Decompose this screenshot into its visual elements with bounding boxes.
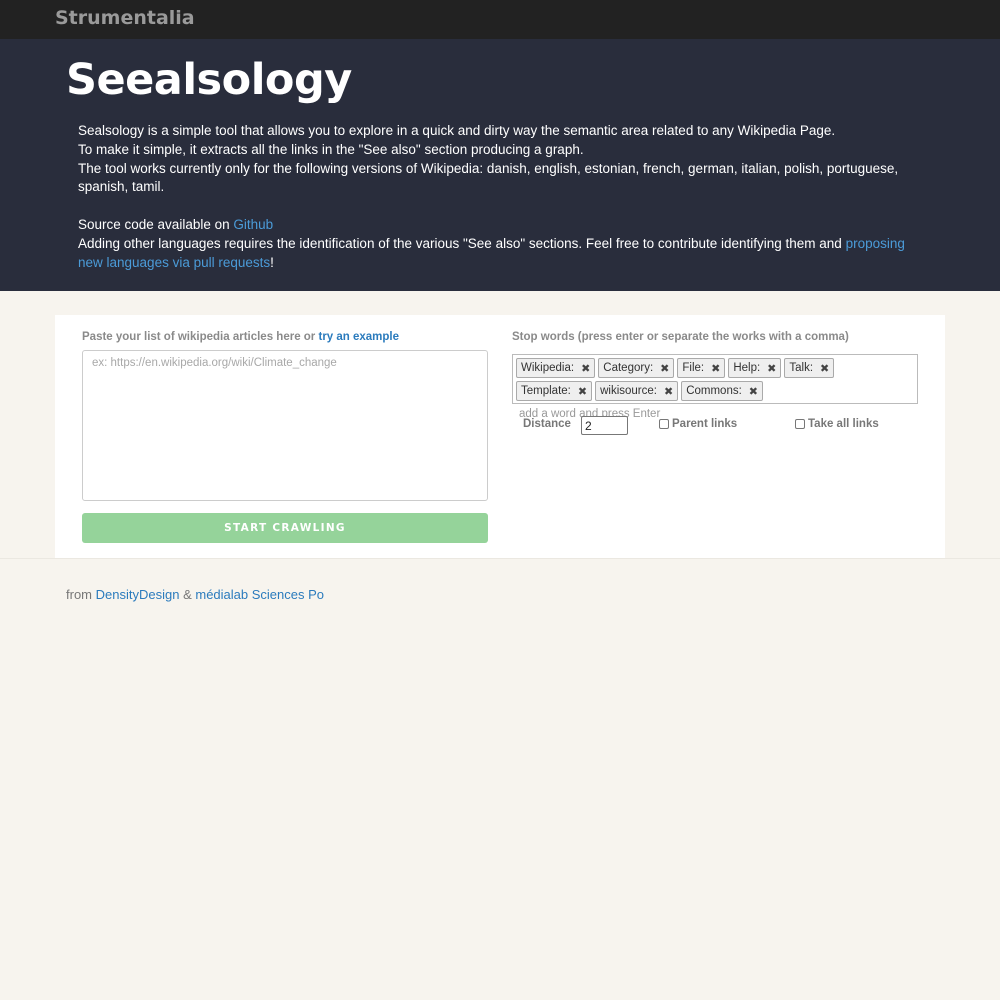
- github-link[interactable]: Github: [233, 216, 274, 232]
- parent-links-label[interactable]: Parent links: [672, 418, 738, 430]
- pull-requests-link[interactable]: proposing new languages via pull requests: [78, 235, 905, 270]
- stopword-tag: [784, 358, 834, 378]
- stopword-tag-label: Commons:: [686, 385, 742, 397]
- remove-tag-icon[interactable]: ✖: [577, 384, 588, 398]
- stopword-tag-label: Template:: [521, 385, 571, 397]
- footer: [66, 587, 324, 602]
- stopword-tag: [516, 358, 595, 378]
- take-all-links-label[interactable]: Take all links: [808, 418, 879, 430]
- adding-languages-text: Adding other languages requires the identification of the various "See also" sections. Feel free to contribute identifying them and: [78, 235, 846, 251]
- remove-tag-icon[interactable]: ✖: [663, 384, 674, 398]
- adding-languages-suffix: !: [270, 254, 274, 270]
- description-line-2: To make it simple, it extracts all the links in the "See also" section producing a graph.: [78, 141, 584, 157]
- remove-tag-icon[interactable]: ✖: [748, 384, 759, 398]
- footer-divider: [0, 558, 1000, 559]
- source-code-text: Source code available on: [78, 216, 234, 232]
- footer-ampersand: &: [179, 587, 196, 602]
- take-all-links-checkbox[interactable]: [795, 419, 805, 429]
- stopword-tag: [677, 358, 725, 378]
- stopword-tag: [516, 381, 592, 401]
- description-line-3: The tool works currently only for the following versions of Wikipedia: danish, english, estonian, french, german, italian, polish, portuguese, spanish, tamil.: [78, 160, 899, 195]
- remove-tag-icon[interactable]: ✖: [711, 361, 721, 375]
- hero-section: [0, 39, 1000, 291]
- parent-links-checkbox[interactable]: [659, 419, 669, 429]
- crawler-form-panel: [55, 315, 945, 558]
- remove-tag-icon[interactable]: ✖: [581, 361, 591, 375]
- remove-tag-icon[interactable]: ✖: [767, 361, 777, 375]
- description: [78, 122, 928, 272]
- remove-tag-icon[interactable]: ✖: [820, 361, 830, 375]
- stopword-tag-label: wikisource:: [600, 385, 657, 397]
- densitydesign-link[interactable]: DensityDesign: [95, 587, 180, 602]
- stopword-tag: [598, 358, 674, 378]
- stopwords-label: Stop words (press enter or separate the works with a comma): [512, 331, 849, 343]
- articles-label: [82, 331, 399, 343]
- stopword-tag-label: Help:: [733, 362, 761, 374]
- stopword-tag-label: Talk:: [789, 362, 814, 374]
- stopword-tag: [681, 381, 763, 401]
- articles-textarea[interactable]: [82, 350, 488, 501]
- page-title: Seealsology: [66, 55, 352, 105]
- description-line-1: Sealsology is a simple tool that allows you to explore in a quick and dirty way the semantic area related to any Wikipedia Page.: [78, 123, 836, 138]
- remove-tag-icon[interactable]: ✖: [660, 361, 670, 375]
- distance-input[interactable]: [581, 416, 628, 435]
- medialab-link[interactable]: médialab Sciences Po: [195, 587, 324, 602]
- stopword-tag: [595, 381, 678, 401]
- stopword-tag-label: Wikipedia:: [521, 362, 575, 374]
- distance-label: Distance: [523, 418, 571, 430]
- try-example-link[interactable]: try an example: [318, 331, 400, 343]
- brand-link[interactable]: Strumentalia: [55, 7, 195, 29]
- stopword-tag: [728, 358, 781, 378]
- start-crawling-button[interactable]: START CRAWLING: [82, 513, 488, 543]
- stopwords-tag-box[interactable]: [512, 354, 918, 404]
- footer-prefix: from: [66, 587, 96, 602]
- stopword-tag-label: Category:: [603, 362, 654, 374]
- stopword-tag-label: File:: [682, 362, 705, 374]
- top-navbar: [0, 0, 1000, 39]
- articles-label-text: Paste your list of wikipedia articles here or: [82, 331, 319, 343]
